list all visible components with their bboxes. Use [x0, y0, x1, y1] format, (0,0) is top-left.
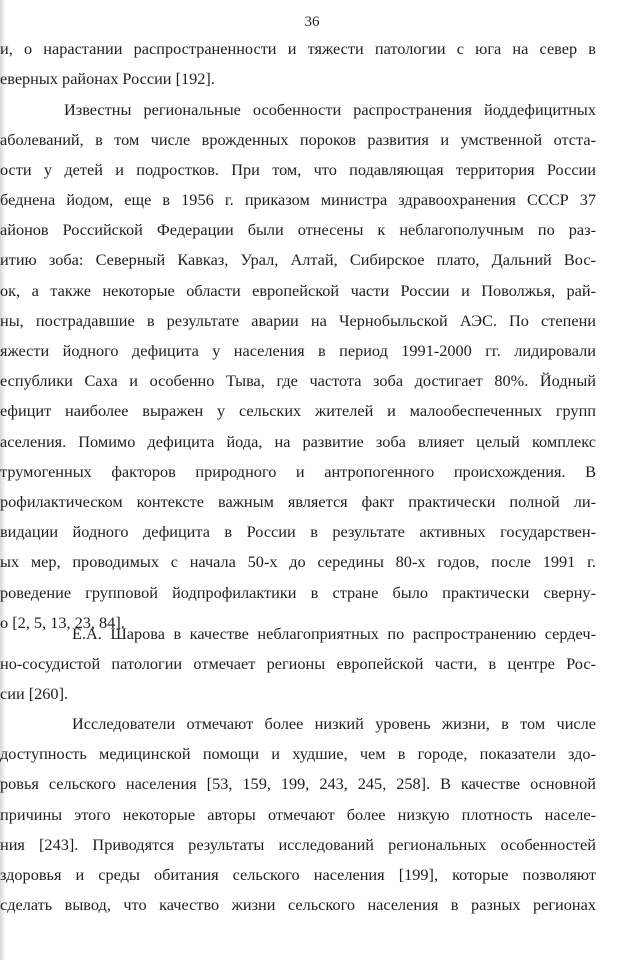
text-line: беднена йодом, еще в 1956 г. приказом министра здравоохранения СССР 37	[0, 190, 596, 210]
text-line: здоровья и среды обитания сельского населения [199], которые позволяют	[0, 864, 596, 884]
text-line: о [2, 5, 13, 23, 84].	[0, 612, 125, 632]
text-line: еверных районах России [192].	[0, 69, 215, 89]
text-line: Е.А. Шарова в качестве неблагоприятных по распространению сердеч-	[72, 624, 596, 643]
text-line: трумогенных факторов природного и антропогенного происхождения. В	[0, 461, 596, 481]
text-line: ых мер, проводимых с начала 50-х до середины 80-х годов, после 1991 г.	[0, 552, 596, 572]
text-line: но-сосудистой патологии отмечает регионы европейской части, в центре Рос-	[0, 654, 596, 674]
text-line: ефицит наиболее выражен у сельских жителей и малообеспеченных групп	[0, 401, 596, 421]
text-line: айонов Российской Федерации были отнесены к неблагополучным по раз-	[0, 220, 596, 240]
text-line: рофилактическом контексте важным является факт практически полной ли-	[0, 491, 596, 511]
paragraph-1	[0, 34, 596, 94]
text-line: ния [243]. Приводятся результаты исследований региональных особенностей	[0, 834, 596, 854]
text-line: роведение групповой йодпрофилактики в стране было практически сверну-	[0, 582, 596, 602]
paragraph-4	[0, 709, 596, 920]
text-line: ости у детей и подростков. При том, что подавляющая территория России	[0, 159, 596, 179]
text-line: яжести йодного дефицита у населения в период 1991-2000 гг. лидировали	[0, 341, 596, 360]
text-line: еспублики Саха и особенно Тыва, где частота зоба достигает 80%. Йодный	[0, 371, 596, 391]
paragraph-2	[0, 95, 596, 638]
text-line: ны, пострадавшие в результате аварии на Чернобыльской АЭС. По степени	[0, 310, 596, 330]
text-line: причины этого некоторые авторы отмечают более низкую плотность населе-	[0, 804, 596, 824]
text-line: ок, а также некоторые области европейской части России и Поволжья, рай-	[0, 280, 596, 300]
text-line: сии [260].	[0, 684, 69, 704]
text-line: аселения. Помимо дефицита йода, на развитие зоба влияет целый комплекс	[0, 431, 596, 451]
text-line: итию зоба: Северный Кавказ, Урал, Алтай, Сибирское плато, Дальний Вос-	[0, 250, 596, 270]
page-number: 36	[304, 14, 320, 30]
text-line: сделать вывод, что качество жизни сельского населения в разных регионах	[0, 895, 596, 915]
text-line: доступность медицинской помощи и худшие, чем в городе, показатели здо-	[0, 744, 596, 764]
text-line: ровья сельского населения [53, 159, 199, 243, 245, 258]. В качестве основной	[0, 774, 596, 794]
text-line: аболеваний, в том числе врожденных пороков развития и умственной отста-	[0, 129, 596, 149]
text-line: Известны региональные особенности распространения йоддефицитных	[64, 99, 596, 119]
text-line: видации йодного дефицита в России в результате активных государствен-	[0, 522, 596, 542]
paragraph-3	[0, 619, 596, 710]
text-line: и, о нарастании распространенности и тяжести патологии с юга на север в	[0, 39, 596, 58]
text-line: Исследователи отмечают более низкий уровень жизни, в том числе	[72, 714, 596, 733]
